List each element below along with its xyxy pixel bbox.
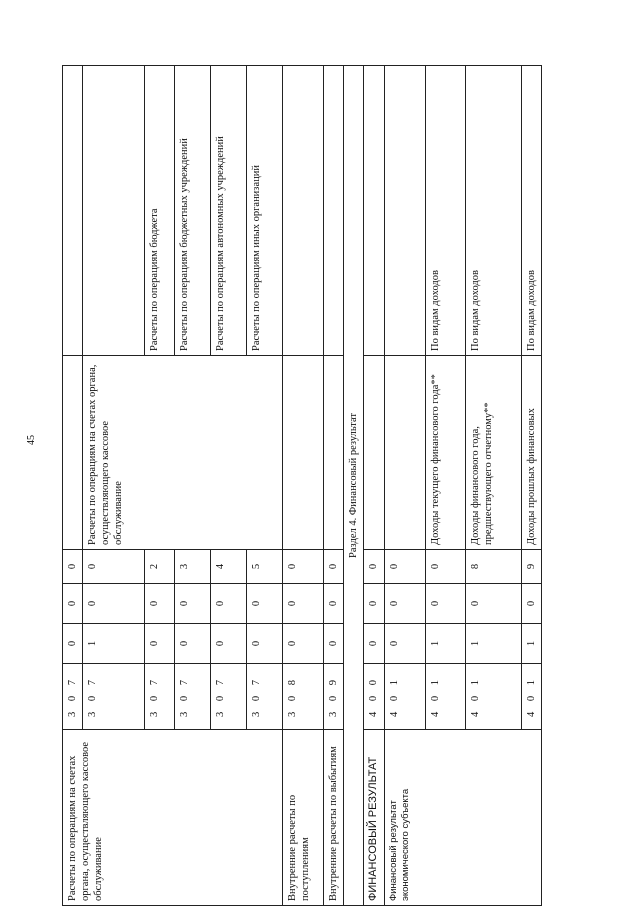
code-col-2: 0 <box>324 584 344 624</box>
code-col-3: 5 <box>247 550 283 584</box>
sub-name: Доходы прошлых финансовых <box>522 356 542 550</box>
code-col-1: 0 <box>364 624 385 664</box>
code-col-1: 1 <box>522 624 542 664</box>
table-row <box>364 66 385 906</box>
sub-name <box>385 356 426 550</box>
account-code: 3 0 7 <box>63 664 83 730</box>
account-code: 4 0 1 <box>466 664 522 730</box>
account-code: 4 0 0 <box>364 664 385 730</box>
detail <box>283 66 324 356</box>
table-row <box>63 66 83 906</box>
detail <box>83 66 145 356</box>
sub-name <box>324 356 344 550</box>
row-name: Расчеты по операциям на счетах органа, осуществляющего кассовое обслуживание <box>63 730 283 906</box>
account-code: 3 0 8 <box>283 664 324 730</box>
code-col-3: 0 <box>324 550 344 584</box>
code-col-3: 0 <box>63 550 83 584</box>
code-col-1: 0 <box>211 624 247 664</box>
code-col-3: 4 <box>211 550 247 584</box>
account-code: 3 0 7 <box>175 664 211 730</box>
sub-name <box>364 356 385 550</box>
rotated-document <box>62 66 640 906</box>
sub-name <box>63 356 83 550</box>
sub-name: Доходы текущего финансового года** <box>426 356 466 550</box>
code-col-2: 0 <box>83 584 145 624</box>
code-col-1: 0 <box>145 624 175 664</box>
sub-name <box>283 356 324 550</box>
account-code: 4 0 1 <box>522 664 542 730</box>
table-row <box>385 66 426 906</box>
detail: Расчеты по операциям бюджетных учреждений <box>175 66 211 356</box>
code-col-3: 0 <box>283 550 324 584</box>
page-number: 45 <box>26 435 37 445</box>
code-col-2: 0 <box>522 584 542 624</box>
code-col-3: 2 <box>145 550 175 584</box>
table-body <box>63 66 542 906</box>
sub-name: Доходы финансового года, предшествующего отчетному** <box>466 356 522 550</box>
detail <box>324 66 344 356</box>
code-col-2: 0 <box>466 584 522 624</box>
code-col-3: 3 <box>175 550 211 584</box>
account-code: 4 0 1 <box>385 664 426 730</box>
detail <box>364 66 385 356</box>
account-code: 3 0 7 <box>211 664 247 730</box>
code-col-1: 0 <box>283 624 324 664</box>
code-col-1: 0 <box>247 624 283 664</box>
row-name: Внутренние расчеты по выбытиям <box>324 730 344 906</box>
row-name: Внутренние расчеты по поступлениям <box>283 730 324 906</box>
detail: Расчеты по операциям бюджета <box>145 66 175 356</box>
code-col-3: 8 <box>466 550 522 584</box>
detail: Расчеты по операциям автономных учреждений <box>211 66 247 356</box>
detail: По видам доходов <box>426 66 466 356</box>
code-col-3: 9 <box>522 550 542 584</box>
table-row <box>283 66 324 906</box>
row-name: ФИНАНСОВЫЙ РЕЗУЛЬТАТ <box>364 730 385 906</box>
detail: По видам доходов <box>466 66 522 356</box>
account-code: 3 0 7 <box>145 664 175 730</box>
accounts-table <box>62 65 542 906</box>
detail <box>385 66 426 356</box>
code-col-2: 0 <box>175 584 211 624</box>
code-col-3: 0 <box>83 550 145 584</box>
code-col-3: 0 <box>426 550 466 584</box>
table-row <box>324 66 344 906</box>
code-col-1: 0 <box>324 624 344 664</box>
code-col-2: 0 <box>283 584 324 624</box>
code-col-1: 0 <box>175 624 211 664</box>
code-col-3: 0 <box>364 550 385 584</box>
account-code: 3 0 7 <box>247 664 283 730</box>
code-col-2: 0 <box>364 584 385 624</box>
code-col-1: 1 <box>83 624 145 664</box>
section-row <box>344 66 364 906</box>
code-col-2: 0 <box>426 584 466 624</box>
detail <box>63 66 83 356</box>
code-col-2: 0 <box>211 584 247 624</box>
code-col-1: 1 <box>426 624 466 664</box>
sub-name: Расчеты по операциям на счетах органа, осуществляющего кассовое обслуживание <box>83 356 283 550</box>
code-col-3: 0 <box>385 550 426 584</box>
section-title: Раздел 4. Финансовый результат <box>344 66 364 906</box>
account-code: 4 0 1 <box>426 664 466 730</box>
code-col-1: 0 <box>63 624 83 664</box>
code-col-2: 0 <box>145 584 175 624</box>
code-col-1: 1 <box>466 624 522 664</box>
code-col-2: 0 <box>247 584 283 624</box>
code-col-2: 0 <box>63 584 83 624</box>
account-code: 3 0 7 <box>83 664 145 730</box>
detail: Расчеты по операциям иных организаций <box>247 66 283 356</box>
code-col-2: 0 <box>385 584 426 624</box>
row-name: Финансовый результат экономического субъекта <box>385 730 542 906</box>
detail: По видам доходов <box>522 66 542 356</box>
account-code: 3 0 9 <box>324 664 344 730</box>
code-col-1: 0 <box>385 624 426 664</box>
